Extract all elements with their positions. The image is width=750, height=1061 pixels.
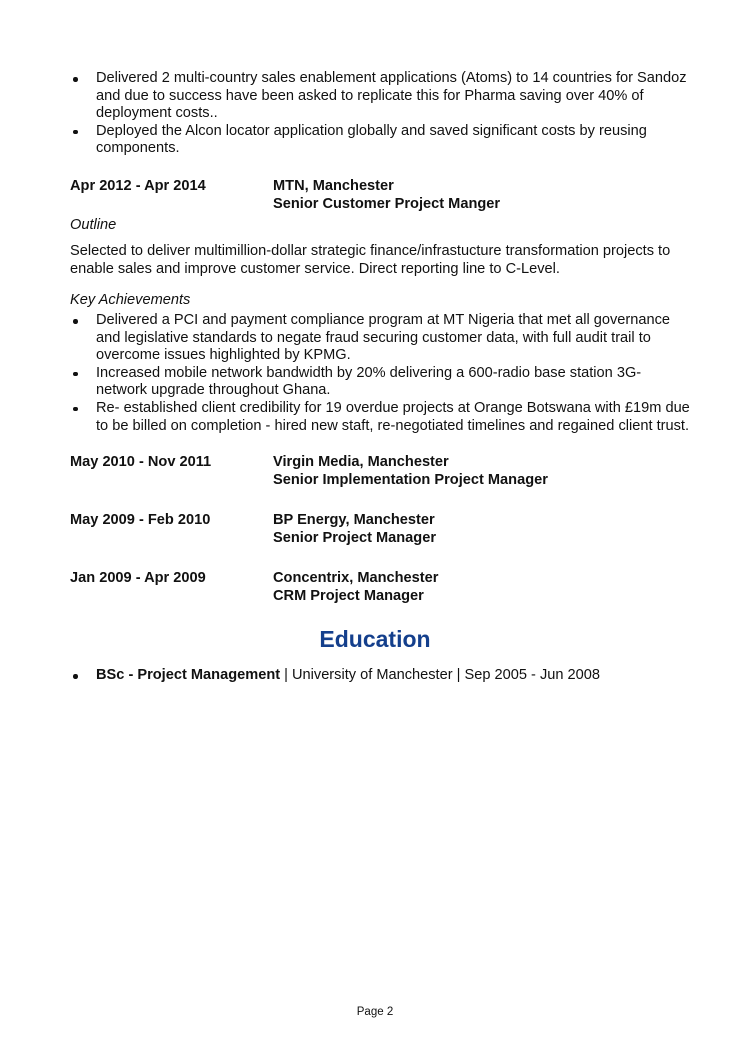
mtn-achievements — [70, 312, 690, 435]
bullet-icon — [73, 77, 78, 82]
job-company: BP Energy, Manchester — [273, 512, 435, 528]
job-company: Concentrix, Manchester — [273, 570, 439, 586]
list-item: Increased mobile network bandwidth by 20% delivering a 600-radio base station 3G-network upgrade throughout Ghana. — [70, 365, 690, 400]
bullet-icon — [73, 407, 78, 412]
job-dates: Apr 2012 - Apr 2014 — [70, 178, 206, 194]
job-company: MTN, Manchester — [273, 178, 394, 194]
job-heading — [273, 454, 548, 489]
list-item: Delivered 2 multi-country sales enablement applications (Atoms) to 14 countries for Sandoz and due to success have been asked to replicate this for Pharma saving over 40% of deployment costs.. — [70, 70, 690, 123]
key-achievements-label: Key Achievements — [70, 292, 191, 308]
job-company: Virgin Media, Manchester — [273, 454, 449, 470]
bullet-icon — [73, 674, 78, 679]
list-item — [70, 667, 690, 685]
job-dates: May 2009 - Feb 2010 — [70, 512, 211, 528]
list-item: Deployed the Alcon locator application globally and saved significant costs by reusing components. — [70, 123, 690, 158]
previous-job-achievements — [70, 70, 690, 158]
list-item: Delivered a PCI and payment compliance program at MT Nigeria that met all governance and legislative standards to negate fraud securing customer data, with full audit trail to overcome issues highlighted by KPMG. — [70, 312, 690, 365]
page-number: Page 2 — [356, 1006, 394, 1018]
bullet-icon — [73, 372, 78, 377]
job-dates: May 2010 - Nov 2011 — [70, 454, 212, 470]
job-title: Senior Customer Project Manger — [273, 195, 501, 212]
job-title: Senior Project Manager — [273, 529, 437, 546]
education-details: | University of Manchester | Sep 2005 - Jun 2008 — [280, 667, 600, 683]
outline-label: Outline — [70, 217, 117, 233]
job-dates: Jan 2009 - Apr 2009 — [70, 570, 206, 586]
bullet-icon — [73, 319, 78, 324]
outline-text: Selected to deliver multimillion-dollar strategic finance/infrastucture transformation projects to enable sales and improve customer service. Direct reporting line to C-Level. — [70, 243, 671, 277]
job-title: Senior Implementation Project Manager — [273, 471, 548, 488]
job-heading — [273, 570, 438, 605]
list-item: Re- established client credibility for 19 overdue projects at Orange Botswana with £19m due to be billed on completion - hired new staft, re-negotiated timelines and regained client trust. — [70, 400, 690, 435]
education-list — [70, 667, 690, 685]
education-heading: Education — [319, 626, 431, 652]
job-heading — [273, 512, 436, 547]
job-heading — [273, 178, 500, 213]
education-degree: BSc - Project Management — [96, 667, 281, 683]
bullet-icon — [73, 130, 78, 135]
job-title: CRM Project Manager — [273, 587, 424, 604]
